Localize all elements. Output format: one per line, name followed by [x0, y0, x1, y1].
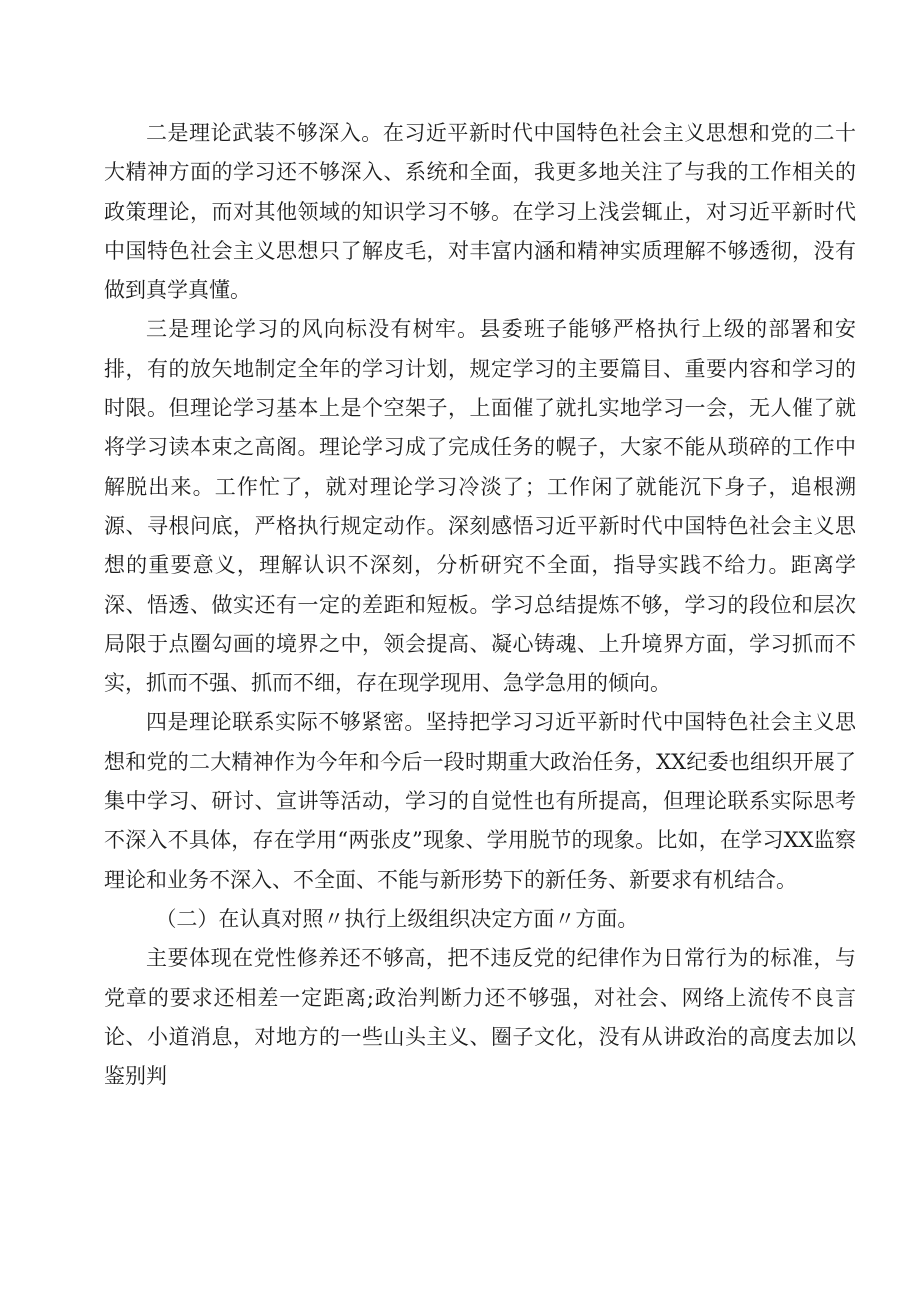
section-heading-two: （二）在认真对照〃执行上级组织决定方面〃方面。 — [155, 906, 639, 931]
paragraph-party-spirit: 主要体现在党性修养还不够高，把不违反党的纪律作为日常行为的标准，与党章的要求还相差一定距离;政治判断力还不够强，对社会、网络上流传不良言论、小道消息，对地方的一些山头主义、圈子文化，没有从讲政治的高度去加以鉴别判 — [104, 946, 856, 1089]
paragraph-theory-practice: 四是理论联系实际不够紧密。坚持把学习习近平新时代中国特色社会主义思想和党的二大精神作为今年和今后一段时期重大政治任务，XX纪委也组织开展了集中学习、研讨、宣讲等活动，学习的自觉性也有所提高，但理论联系实际思考不深入不具体，存在学用“两张皮”现象、学用脱节的现象。比如，在学习XX监察理论和业务不深入、不全面、不能与新形势下的新任务、新要求有机结合。 — [104, 710, 856, 892]
paragraph-theory-arming: 二是理论武装不够深入。在习近平新时代中国特色社会主义思想和党的二十大精神方面的学习还不够深入、系统和全面，我更多地关注了与我的工作相关的政策理论，而对其他领域的知识学习不够。在学习上浅尝辄止，对习近平新时代中国特色社会主义思想只了解皮毛，对丰富内涵和精神实质理解不够透彻，没有做到真学真懂。 — [104, 121, 856, 303]
document-body — [104, 114, 856, 1096]
paragraph-study-direction: 三是理论学习的风向标没有树牢。县委班子能够严格执行上级的部署和安排，有的放矢地制定全年的学习计划，规定学习的主要篇目、重要内容和学习的时限。但理论学习基本上是个空架子，上面催了就扎实地学习一会，无人催了就将学习读本束之高阁。理论学习成了完成任务的幌子，大家不能从琐碎的工作中解脱出来。工作忙了，就对理论学习冷淡了；工作闲了就能沉下身子，追根溯源、寻根问底，严格执行规定动作。深刻感悟习近平新时代中国特色社会主义思想的重要意义，理解认识不深刻，分析研究不全面，指导实践不给力。距离学深、悟透、做实还有一定的差距和短板。学习总结提炼不够，学习的段位和层次局限于点圈勾画的境界之中，领会提高、凝心铸魂、上升境界方面，学习抓而不实，抓而不强、抓而不细，存在现学现用、急学急用的倾向。 — [104, 317, 856, 696]
